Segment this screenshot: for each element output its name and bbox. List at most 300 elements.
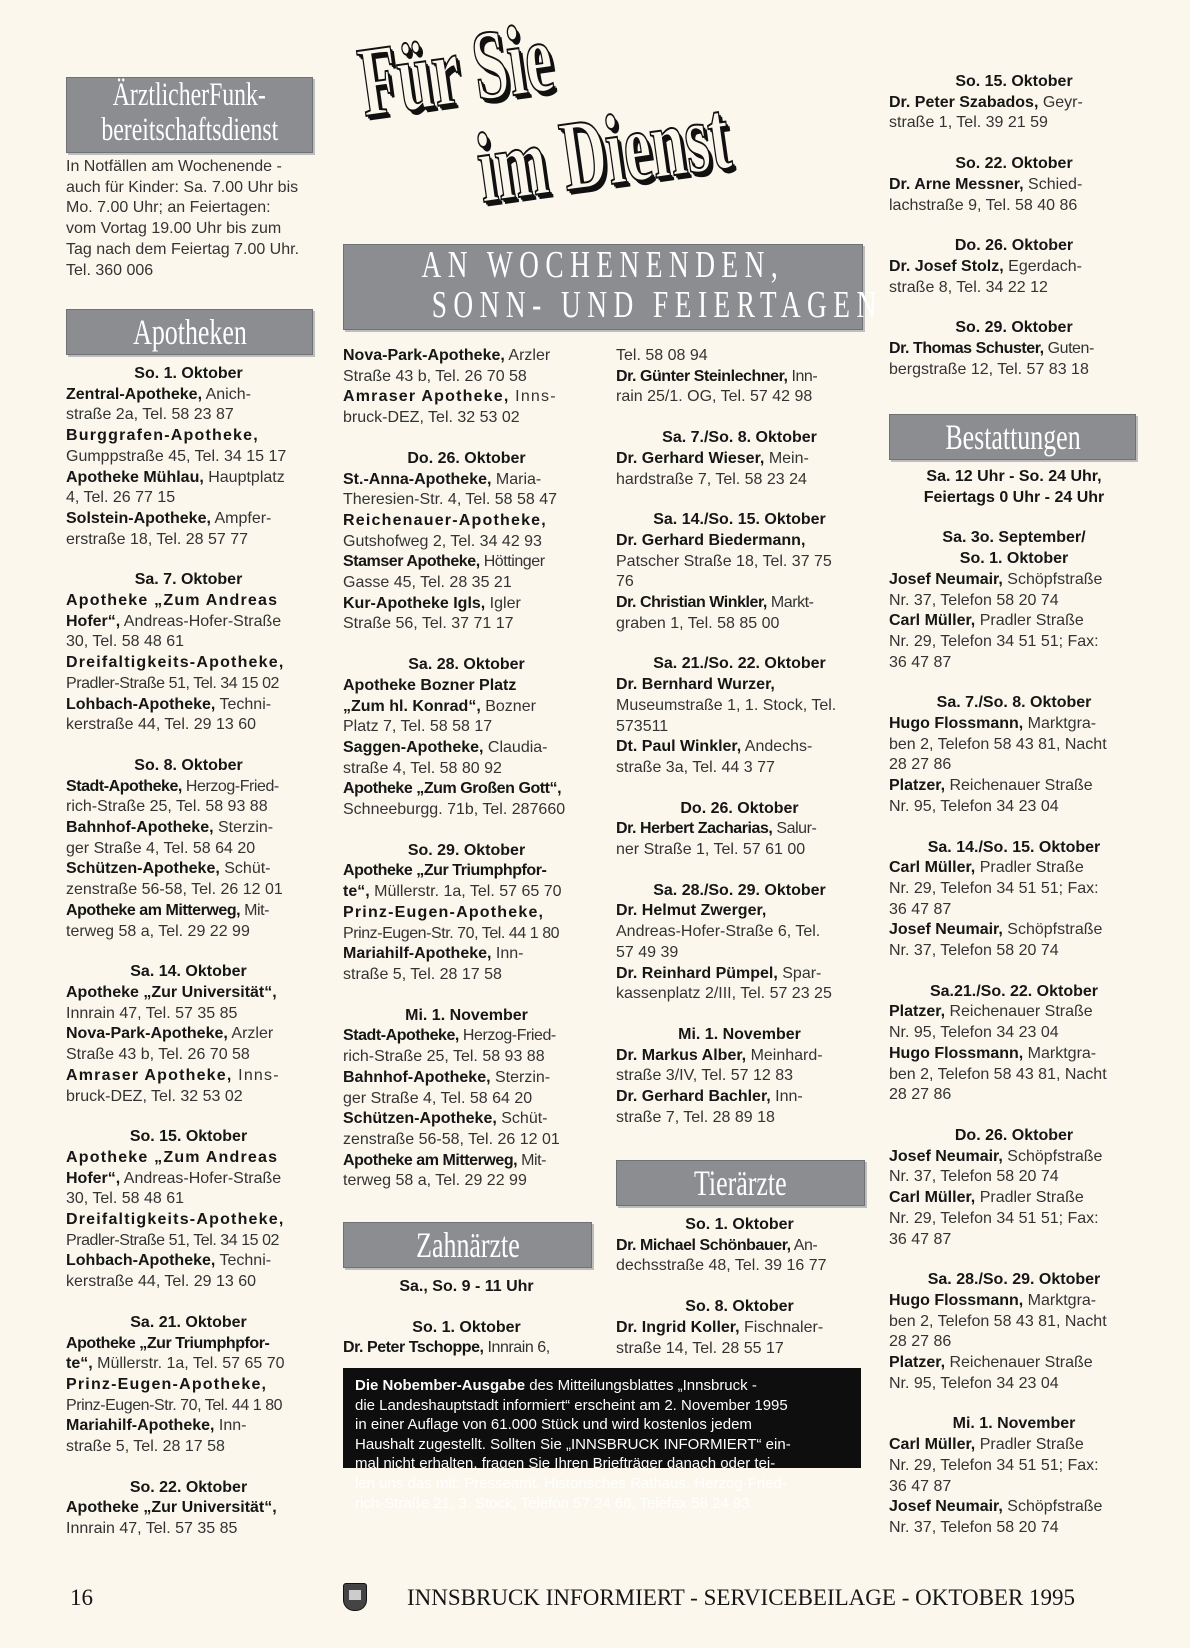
list-item [616, 737, 863, 758]
entry-name: Dr. Josef Stolz, [889, 257, 1004, 275]
list-item [616, 346, 863, 367]
entry-detail: Prinz-Eugen-Str. 70, Tel. 44 1 80 [343, 924, 560, 942]
entry-detail: terweg 58 a, Tel. 29 22 99 [343, 1172, 527, 1190]
list-item [616, 1066, 863, 1087]
list-item [889, 1002, 1139, 1023]
entry-detail: Müllerstr. 1a, Tel. 57 65 70 [369, 883, 562, 901]
list-item [889, 196, 1139, 217]
entry-detail: 28 27 86 [889, 1086, 952, 1104]
list-item [66, 447, 311, 468]
entry-detail: rain 25/1. OG, Tel. 57 42 98 [616, 388, 813, 406]
date-heading: So. 1. Oktober [959, 550, 1069, 568]
list-item [66, 818, 311, 839]
entry-name: Dr. Michael Schönbauer, [616, 1236, 791, 1254]
entry-detail: straße 5, Tel. 28 17 58 [66, 1438, 225, 1456]
pharmacy-list-col2 [343, 346, 590, 1192]
funeral-list-col4 [889, 467, 1139, 1539]
entry-detail: Guten- [1043, 340, 1094, 358]
date-heading: Do. 26. Oktober [954, 1126, 1074, 1144]
list-item [889, 113, 1139, 134]
date-heading: Sa. 28./So. 29. Oktober [653, 881, 826, 899]
section-heading-zahnaerzte [343, 1222, 592, 1268]
entry-name: St.-Anna-Apotheke, [343, 470, 492, 488]
list-item [889, 1477, 1139, 1498]
entry-name: Apotheke am Mitterweg, [343, 1151, 518, 1169]
entry-detail: Markt- [766, 594, 814, 612]
list-item [343, 779, 590, 800]
date-heading: So. 8. Oktober [685, 1298, 794, 1316]
list-item [889, 570, 1139, 591]
entry-detail: straße 4, Tel. 58 80 92 [343, 759, 502, 777]
list-item [343, 861, 590, 882]
entry-detail: bruck-DEZ, Tel. 32 53 02 [66, 1087, 243, 1105]
list-item [343, 697, 590, 718]
list-item [66, 509, 311, 530]
entry-detail: zenstraße 56-58, Tel. 26 12 01 [343, 1130, 560, 1148]
entry-detail: Mein- [764, 449, 809, 467]
entry-detail: Patscher Straße 18, Tel. 37 75 [616, 552, 832, 570]
entry-detail: Schüt- [496, 1110, 548, 1128]
entry-name: Dr. Arne Messner, [889, 175, 1024, 193]
entry-detail: rich-Straße 25, Tel. 58 93 88 [343, 1048, 545, 1066]
date-heading: Sa. 12 Uhr - So. 24 Uhr, [926, 468, 1102, 485]
entry-detail: Nr. 37, Telefon 58 20 74 [889, 1518, 1059, 1536]
footer-publication: INNSBRUCK INFORMIERT - SERVICEBEILAGE - OKTOBER 1995 [407, 1585, 1076, 1610]
entry-name: Josef Neumair, [889, 570, 1003, 588]
list-item [66, 488, 311, 509]
list-item [66, 1004, 311, 1025]
entry-detail: kassenplatz 2/III, Tel. 57 23 25 [616, 985, 832, 1003]
entry-detail: Innrain 47, Tel. 57 35 85 [66, 1004, 238, 1022]
section-heading-tieraerzte [616, 1160, 865, 1206]
list-item [66, 1519, 311, 1540]
entry-name: Lohbach-Apotheke, [66, 695, 216, 713]
entry-detail: Höttinger [479, 553, 545, 571]
list-item [616, 840, 863, 861]
entry-detail: Inn- [491, 945, 524, 963]
list-item [889, 714, 1139, 735]
list-item [889, 797, 1139, 818]
entry-name: Nova-Park-Apotheke, [66, 1025, 228, 1043]
entry-name: te“, [66, 1355, 93, 1373]
list-item [343, 573, 590, 594]
funk-line: Tag nach dem Feiertag 7.00 Uhr. [66, 240, 300, 258]
list-item [616, 449, 863, 470]
list-item [66, 922, 311, 943]
list-item [66, 901, 311, 922]
date-heading: So. 29. Oktober [955, 319, 1073, 337]
entry-detail: An- [790, 1236, 818, 1254]
date-heading: Do. 26. Oktober [407, 449, 526, 467]
list-item [889, 1332, 1139, 1353]
entry-name: Apotheke „Zur Triumphpfor- [343, 862, 547, 880]
entry-detail: 57 49 39 [616, 943, 679, 961]
entry-detail: kerstraße 44, Tel. 29 13 60 [66, 716, 257, 734]
list-item [889, 1291, 1139, 1312]
entry-detail: Nr. 95, Telefon 34 23 04 [889, 1374, 1059, 1392]
entry-detail: straße 2a, Tel. 58 23 87 [66, 406, 234, 424]
entry-name: Kur-Apotheke Igls, [343, 594, 486, 612]
list-item [66, 591, 311, 612]
list-item [616, 696, 863, 717]
list-item [343, 1047, 590, 1068]
list-item [889, 653, 1139, 674]
date-heading: Do. 26. Oktober [954, 237, 1074, 255]
entry-detail: Innrain 6, [483, 1339, 550, 1357]
list-item [889, 175, 1139, 196]
dentist-list-col2 [343, 1277, 590, 1359]
entry-detail: straße 5, Tel. 28 17 58 [343, 965, 502, 983]
notice-lead: Die Nobember-Ausgabe [355, 1377, 526, 1394]
entry-detail: Pradler Straße [975, 1189, 1084, 1207]
entry-name: Schützen-Apotheke, [343, 1110, 497, 1128]
entry-detail: Theresien-Str. 4, Tel. 58 58 47 [343, 491, 558, 509]
list-item [616, 470, 863, 491]
entry-detail: ner Straße 1, Tel. 57 61 00 [616, 841, 806, 859]
dentist-list-col3 [616, 346, 863, 1129]
entry-name: Mariahilf-Apotheke, [66, 1417, 215, 1435]
entry-name: Amraser Apotheke, [343, 388, 510, 406]
entry-detail: Pradler Straße [975, 612, 1084, 630]
list-item [343, 552, 590, 573]
date-heading: Sa.21./So. 22. Oktober [929, 982, 1099, 1000]
list-item [66, 1251, 311, 1272]
list-item [66, 1498, 311, 1519]
list-item [616, 819, 863, 840]
entry-detail: ger Straße 4, Tel. 58 64 20 [343, 1089, 533, 1107]
entry-name: „Zum hl. Konrad“, [343, 697, 481, 715]
list-item [889, 360, 1139, 381]
entry-detail: graben 1, Tel. 58 85 00 [616, 614, 780, 632]
entry-detail: bergstraße 12, Tel. 57 83 18 [889, 360, 1089, 378]
list-item [889, 1456, 1139, 1477]
list-item [616, 614, 863, 635]
entry-detail: 28 27 86 [889, 1333, 952, 1351]
list-item [889, 1209, 1139, 1230]
section-heading-apotheken [66, 309, 313, 355]
list-item [616, 1236, 863, 1257]
entry-name: Carl Müller, [889, 859, 976, 877]
date-heading: Mi. 1. November [678, 1025, 801, 1043]
entry-detail: Geyr- [1038, 93, 1083, 111]
list-item [66, 1024, 311, 1045]
entry-name: Josef Neumair, [889, 921, 1003, 939]
list-item [889, 591, 1139, 612]
entry-name: Dr. Günter Steinlechner, [616, 367, 788, 385]
entry-detail: 4, Tel. 26 77 15 [66, 489, 176, 507]
list-item [616, 1318, 863, 1339]
list-item [66, 1087, 311, 1108]
entry-detail: straße 3/IV, Tel. 57 12 83 [616, 1067, 794, 1085]
entry-name: Apotheke Bozner Platz [343, 676, 517, 694]
entry-detail: Marktgra- [1023, 1044, 1097, 1062]
entry-detail: Nr. 37, Telefon 58 20 74 [889, 591, 1059, 609]
funk-line: In Notfällen am Wochenende - [66, 158, 282, 175]
entry-name: Mariahilf-Apotheke, [343, 945, 492, 963]
entry-name: Dr. Herbert Zacharias, [616, 820, 773, 838]
entry-name: Carl Müller, [889, 1436, 976, 1454]
list-item [889, 1065, 1139, 1086]
list-item [889, 735, 1139, 756]
list-item [343, 470, 590, 491]
funk-text [66, 157, 311, 281]
weekend-banner [343, 244, 883, 330]
date-heading: Sa. 14./So. 15. Oktober [653, 511, 826, 529]
entry-name: Dr. Markus Alber, [616, 1046, 747, 1064]
entry-detail: Straße 43 b, Tel. 26 70 58 [343, 367, 527, 385]
list-item [889, 941, 1139, 962]
list-item [66, 468, 311, 489]
list-item [616, 964, 863, 985]
list-item [343, 944, 590, 965]
entry-detail: dechsstraße 48, Tel. 39 16 77 [616, 1257, 827, 1275]
list-item [343, 408, 590, 429]
entry-detail: Inn- [770, 1088, 803, 1106]
list-item [889, 1518, 1139, 1539]
innsbruck-crest-icon [343, 1583, 367, 1611]
entry-detail: Techni- [215, 695, 272, 713]
entry-detail: Marktgra- [1023, 715, 1097, 733]
entry-detail: Nr. 95, Telefon 34 23 04 [889, 1024, 1059, 1042]
entry-detail: Fischnaler- [739, 1318, 824, 1336]
entry-detail: 36 47 87 [889, 653, 952, 671]
funk-heading-line1: ÄrztlicherFunk- [112, 77, 267, 113]
entry-detail: 30, Tel. 58 48 61 [66, 633, 185, 651]
list-item [616, 593, 863, 614]
list-item [343, 1151, 590, 1172]
entry-name: Zentral-Apotheke, [66, 385, 203, 403]
entry-detail: ben 2, Telefon 58 43 81, Nacht [889, 1312, 1107, 1330]
entry-detail: Pradler Straße [975, 1436, 1084, 1454]
entry-name: Hofer“, [66, 1169, 121, 1187]
list-item [66, 632, 311, 653]
list-item [889, 920, 1139, 941]
entry-name: Saggen-Apotheke, [343, 738, 484, 756]
entry-name: Carl Müller, [889, 612, 976, 630]
list-item [66, 1396, 311, 1417]
entry-detail: erstraße 18, Tel. 28 57 77 [66, 530, 249, 548]
entry-detail: Pradler-Straße 51, Tel. 34 15 02 [66, 1231, 279, 1249]
entry-name: Bahnhof-Apotheke, [66, 819, 214, 837]
list-item [66, 1210, 311, 1231]
section-heading-apotheken-text: Apotheken [132, 312, 247, 352]
entry-name: Burggrafen-Apotheke, [66, 427, 259, 445]
list-item [66, 674, 311, 695]
list-item [66, 1272, 311, 1293]
entry-name: Dr. Helmut Zwerger, [616, 902, 767, 920]
notice-text: die Landeshauptstadt informiert“ erscheint am 2. November 1995 [355, 1396, 788, 1414]
entry-detail: Innrain 47, Tel. 57 35 85 [66, 1520, 238, 1538]
list-item [343, 532, 590, 553]
list-item [343, 1338, 590, 1359]
entry-name: Apotheke Mühlau, [66, 468, 204, 486]
notice-line [355, 1454, 849, 1474]
list-item [616, 1108, 863, 1129]
list-item [889, 1147, 1139, 1168]
entry-name: Dreifaltigkeits-Apotheke, [66, 1211, 285, 1229]
list-item [66, 530, 311, 551]
list-item [889, 858, 1139, 879]
entry-detail: Andreas-Hofer-Straße [120, 612, 282, 630]
list-item [343, 614, 590, 635]
list-item [343, 924, 590, 945]
date-heading: So. 1. Oktober [685, 1216, 794, 1233]
entry-detail: Reichenauer Straße [945, 777, 1093, 795]
date-heading: So. 22. Oktober [129, 1478, 248, 1496]
list-item [889, 879, 1139, 900]
notice-text: des Mitteilungsblattes „Innsbruck - [525, 1377, 757, 1394]
list-item [66, 983, 311, 1004]
entry-detail: 36 47 87 [889, 900, 952, 918]
entry-name: Apotheke „Zum Andreas [66, 592, 279, 610]
funk-line: Mo. 7.00 Uhr; an Feiertagen: [66, 199, 271, 217]
entry-detail: Schöpfstraße [1002, 1498, 1103, 1516]
list-item [616, 387, 863, 408]
entry-name: Hugo Flossmann, [889, 1044, 1024, 1062]
list-item [66, 839, 311, 860]
entry-detail: straße 1, Tel. 39 21 59 [889, 114, 1048, 132]
entry-name: Prinz-Eugen-Apotheke, [66, 1375, 268, 1393]
list-item [66, 1169, 311, 1190]
list-item [66, 1334, 311, 1355]
entry-detail: Platz 7, Tel. 58 58 17 [343, 718, 493, 736]
list-item [343, 717, 590, 738]
list-item [66, 777, 311, 798]
entry-name: Amraser Apotheke, [66, 1066, 233, 1084]
entry-detail: Pradler Straße [975, 859, 1084, 877]
list-item [616, 758, 863, 779]
entry-name: te“, [343, 883, 370, 901]
entry-name: Dr. Peter Tschoppe, [343, 1339, 484, 1357]
list-item [66, 715, 311, 736]
entry-detail: Nr. 37, Telefon 58 20 74 [889, 942, 1059, 960]
entry-name: Dr. Gerhard Bachler, [616, 1088, 771, 1106]
entry-detail: Mit- [517, 1151, 546, 1169]
entry-name: Dr. Gerhard Wieser, [616, 449, 765, 467]
list-item [616, 572, 863, 593]
entry-detail: 36 47 87 [889, 1230, 952, 1248]
list-item [889, 611, 1139, 632]
list-item [616, 901, 863, 922]
list-item [343, 511, 590, 532]
list-item [889, 278, 1139, 299]
entry-detail: ben 2, Telefon 58 43 81, Nacht [889, 1065, 1107, 1083]
list-item [616, 943, 863, 964]
entry-detail: Nr. 29, Telefon 34 51 51; Fax: [889, 1209, 1099, 1227]
entry-detail: rich-Straße 25, Tel. 58 93 88 [66, 798, 268, 816]
list-item [616, 552, 863, 573]
pharmacy-list-col1 [66, 364, 311, 1540]
list-item [66, 1416, 311, 1437]
list-item [616, 1046, 863, 1067]
date-heading: Feiertags 0 Uhr - 24 Uhr [923, 488, 1105, 506]
entry-detail: ben 2, Telefon 58 43 81, Nacht [889, 735, 1107, 753]
vet-list-col4 [889, 72, 1139, 380]
entry-detail: Schöpfstraße [1002, 570, 1103, 588]
list-item [66, 405, 311, 426]
funk-line: vom Vortag 19.00 Uhr bis zum [66, 220, 282, 238]
list-item [343, 346, 590, 367]
notice-line [355, 1435, 849, 1455]
section-heading-zahnaerzte-text: Zahnärzte [415, 1225, 520, 1265]
entry-name: Hugo Flossmann, [889, 715, 1024, 733]
entry-name: Dr. Ingrid Koller, [616, 1318, 740, 1336]
entry-detail: Tel. 58 08 94 [616, 347, 708, 364]
entry-name: Schützen-Apotheke, [66, 860, 220, 878]
list-item [889, 257, 1139, 278]
entry-detail: straße 14, Tel. 28 55 17 [616, 1339, 784, 1357]
list-item [889, 1188, 1139, 1209]
list-item [616, 1339, 863, 1360]
list-item [889, 339, 1139, 360]
entry-detail: lachstraße 9, Tel. 58 40 86 [889, 196, 1078, 214]
list-item [66, 1375, 311, 1396]
entry-name: Stamser Apotheke, [343, 553, 480, 571]
entry-detail: Schöpfstraße [1002, 921, 1103, 939]
entry-detail: Anich- [202, 385, 251, 403]
notice-text: in einer Auflage von 61.000 Stück und wird kostenlos jedem [355, 1416, 752, 1434]
funk-heading-line2: bereitschaftsdienst [101, 112, 279, 148]
entry-detail: Müllerstr. 1a, Tel. 57 65 70 [92, 1355, 285, 1373]
entry-detail: 28 27 86 [889, 756, 952, 774]
entry-detail: Nr. 29, Telefon 34 51 51; Fax: [889, 632, 1099, 650]
entry-name: Dr. Reinhard Pümpel, [616, 964, 778, 982]
entry-detail: Gumppstraße 45, Tel. 34 15 17 [66, 447, 287, 465]
list-item [343, 1109, 590, 1130]
notice-line [355, 1415, 849, 1435]
vet-list-col3 [616, 1215, 863, 1359]
entry-detail: Andreas-Hofer-Straße [120, 1169, 282, 1187]
list-item [616, 531, 863, 552]
date-heading: So. 29. Oktober [407, 841, 526, 859]
entry-detail: 573511 [616, 717, 669, 735]
entry-detail: Inns- [509, 388, 557, 406]
entry-name: Josef Neumair, [889, 1498, 1003, 1516]
entry-name: Apotheke „Zur Universität“, [66, 1499, 277, 1517]
weekend-banner-line1: AN WOCHENENDEN, [421, 244, 785, 286]
list-item [66, 612, 311, 633]
list-item [66, 1354, 311, 1375]
entry-detail: straße 7, Tel. 28 89 18 [616, 1108, 775, 1126]
entry-detail: Nr. 95, Telefon 34 23 04 [889, 797, 1059, 815]
entry-detail: 36 47 87 [889, 1477, 952, 1495]
notice-line [355, 1396, 849, 1416]
funk-line: Tel. 360 006 [66, 261, 154, 279]
november-issue-notice [343, 1368, 861, 1512]
entry-detail: Hauptplatz [203, 468, 285, 486]
entry-name: Hofer“, [66, 612, 121, 630]
entry-detail: bruck-DEZ, Tel. 32 53 02 [343, 409, 520, 427]
date-heading: So. 22. Oktober [955, 155, 1073, 173]
list-item [889, 1023, 1139, 1044]
weekend-banner-line2: SONN- UND FEIERTAGEN [431, 284, 883, 326]
list-item [66, 1066, 311, 1087]
date-heading: Sa. 21. Oktober [130, 1313, 247, 1331]
entry-name: Apotheke „Zur Triumphpfor- [66, 1334, 270, 1352]
entry-name: Apotheke „Zum Großen Gott“, [343, 780, 562, 798]
entry-name: Prinz-Eugen-Apotheke, [343, 903, 545, 921]
entry-detail: Maria- [491, 470, 542, 488]
date-heading: Mi. 1. November [405, 1006, 528, 1024]
list-item [66, 859, 311, 880]
list-item [66, 1045, 311, 1066]
entry-detail: Gutshofweg 2, Tel. 34 42 93 [343, 532, 542, 550]
entry-name: Apotheke „Zum Andreas [66, 1148, 279, 1166]
entry-detail: Inns- [232, 1066, 280, 1084]
list-item [343, 367, 590, 388]
page-number: 16 [70, 1585, 93, 1610]
entry-detail: Sterzin- [213, 819, 274, 837]
